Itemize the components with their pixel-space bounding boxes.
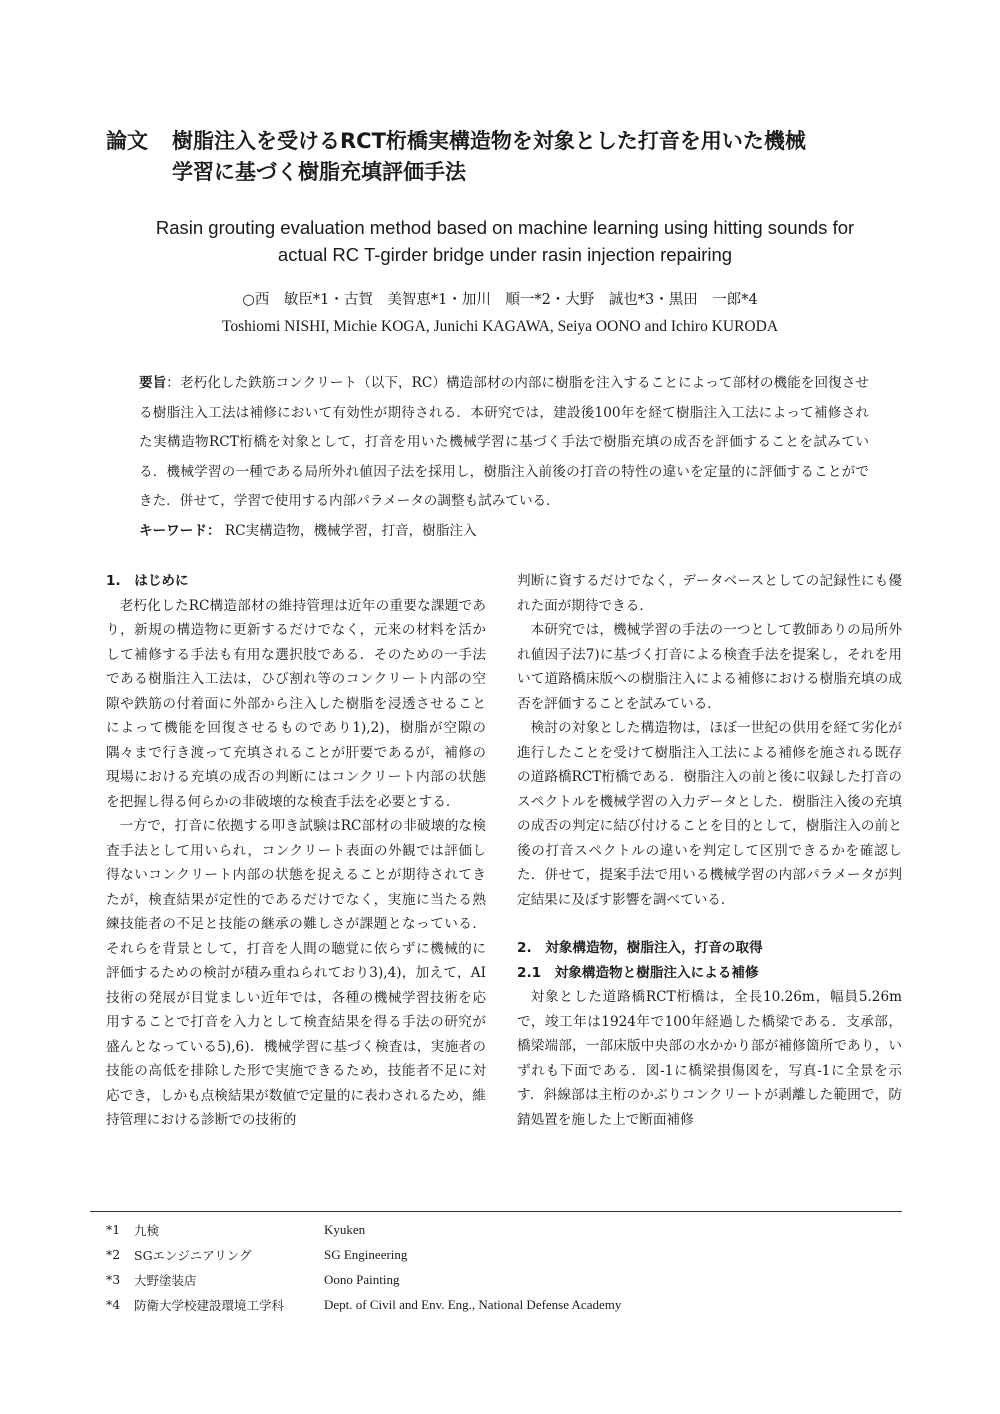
section-1-heading: 1. はじめに [106,573,189,589]
footnote-divider [90,1211,902,1212]
keywords-row [139,517,869,547]
english-title-line-1: Rasin grouting evaluation method based on machine learning using hitting sounds for [155,217,855,238]
japanese-title [172,126,806,188]
section-1-paragraph-1: 老朽化したRC構造部材の維持管理は近年の重要な課題であり，新規の構造物に更新するだけでなく，元来の材料を活かして補修する手法も有用な選択肢である．そのための一手法である樹脂注入工法は，ひび割れ等のコンクリート内部の空隙や鉄筋の付着面に外部から注入した樹脂を浸透させることによって機能を回復させるものであり1),2)，樹脂が空隙の隅々まで行き渡って充填されることが肝要であるが，補修の現場における充填の成否の判断にはコンクリート内部の状態を把握し得る何らかの非破壊的な検査手法を必要とする． [106,597,486,810]
japanese-title-line-2: 学習に基づく樹脂充填評価手法 [172,160,466,184]
footnote-affiliation-jp: SGエンジニアリング [134,1247,252,1263]
keywords-text: RC実構造物，機械学習，打音，樹脂注入 [224,522,477,539]
section-1-paragraph-2: 一方で，打音に依拠する叩き試験はRC部材の非破壊的な検査手法として用いられ，コンクリート表面の外観では評価し得ないコンクリート内部の状態を捉えることが期待されてきたが，検査結果が定性的であるだけでなく，実施に当たる熟練技能者の不足と技能の継承の難しさが課題となっている．それらを背景として，打音を人間の聴覚に依らずに機械的に評価するための検討が積み重ねられており3),4)，加えて，AI技術の発展が目覚ましい近年では，各種の機械学習技術を応用することで打音を入力として検査結果を得る手法の研究が盛んとなっている5),6)．機械学習に基づく検査は，実施者の技能の高低を排除した形で実施できるため，技能者不足に対応でき，しかも点検結果が数値で定量的に表わされるため，維持管理における診断での技術的 [106,818,486,1128]
footnote-mark: *1 [106,1222,121,1237]
footnote-mark: *3 [106,1272,121,1287]
section-2-heading: 2. 対象構造物，樹脂注入，打音の取得 [517,940,763,956]
footnote-affiliation-en: Kyuken [324,1221,366,1237]
footnote [106,1242,886,1267]
footnote-affiliation-en: Dept. of Civil and Env. Eng., National Defense Academy [324,1296,622,1312]
abstract-text: ：老朽化した鉄筋コンクリート（以下，RC）構造部材の内部に樹脂を注入することによって部材の機能を回復させる樹脂注入工法は補修において有効性が期待される．本研究では，建設後100年を経て樹脂注入工法によって補修された実構造物RCT桁橋を対象として，打音を用いた機械学習に基づく手法で樹脂充填の成否を評価することを試みている．機械学習の一種である局所外れ値因子法を採用し，樹脂注入前後の打音の特性の違いを定量的に評価することができた．併せて，学習で使用する内部パラメータの調整も試みている． [139,375,869,509]
japanese-title-line-1: 樹脂注入を受けるRCT桁橋実構造物を対象とした打音を用いた機械 [172,129,806,153]
abstract-label: 要旨 [139,375,167,391]
title-block [106,126,926,188]
right-column [517,569,902,1132]
footnote [106,1267,886,1292]
footnote-affiliation-en: Oono Painting [324,1271,400,1287]
footnote [106,1217,886,1242]
left-column [106,569,486,1133]
footnote-mark: *2 [106,1247,121,1262]
footnote [106,1292,886,1317]
authors-japanese: ○西 敏臣*1・古賀 美智恵*1・加川 順一*2・大野 誠也*3・黒田 一郎*4 [242,292,758,308]
section-1-paragraph-3: 判断に資するだけでなく，データベースとしての記録性にも優れた面が期待できる． [517,573,902,614]
footnote-affiliation-jp: 防衛大学校建設環境工学科 [134,1297,285,1313]
english-title-line-2: actual RC T-girder bridge under rasin injection repairing [277,244,733,265]
section-2-1-heading: 2.1 対象構造物と樹脂注入による補修 [517,964,759,981]
footnote-affiliation-en: SG Engineering [324,1246,408,1262]
section-1-paragraph-5: 検討の対象とした構造物は，ほぼ一世紀の供用を経て劣化が進行したことを受けて樹脂注入工法による補修を施される既存の道路橋RCT桁橋である．樹脂注入の前と後に収録した打音のスペクトルを機械学習の入力データとした．樹脂注入後の充填の成否の判定に結び付けることを目的として，樹脂注入の前と後の打音スペクトルの違いを判定して区別できるかを確認した．併せて，提案手法で用いる機械学習の内部パラメータが判定結果に及ぼす影響を調べている． [517,720,902,908]
authors-english: Toshiomi NISHI, Michie KOGA, Junichi KAGAWA, Seiya OONO and Ichiro KURODA [221,318,779,335]
keywords-label: キーワード： [139,522,221,539]
section-2-paragraph-1: 対象とした道路橋RCT桁橋は，全長10.26m，幅員5.26mで，竣工年は1924年で100年経過した橋梁である．支承部，橋梁端部，一部床版中央部の水かかり部が補修箇所であり，いずれも下面である．図-1に橋梁損傷図を，写真-1に全景を示す．斜線部は主桁のかぶりコンクリートが剥離した範囲で，防錆処置を施した上で断面補修 [517,989,902,1128]
footnote-affiliation-jp: 九検 [134,1222,160,1238]
section-1-paragraph-4: 本研究では，機械学習の手法の一つとして教師ありの局所外れ値因子法7)に基づく打音による検査手法を提案し，それを用いて道路橋床版への樹脂注入による補修における樹脂充填の成否を評価することを試みている． [517,622,902,712]
abstract-paragraph [139,369,869,517]
footnote-affiliation-jp: 大野塗装店 [134,1272,197,1288]
paper-type-label: 論文 [106,129,148,153]
section-spacer [517,912,902,936]
english-title [90,214,920,268]
footnotes [106,1217,886,1317]
abstract [139,369,869,546]
footnote-mark: *4 [106,1297,121,1312]
